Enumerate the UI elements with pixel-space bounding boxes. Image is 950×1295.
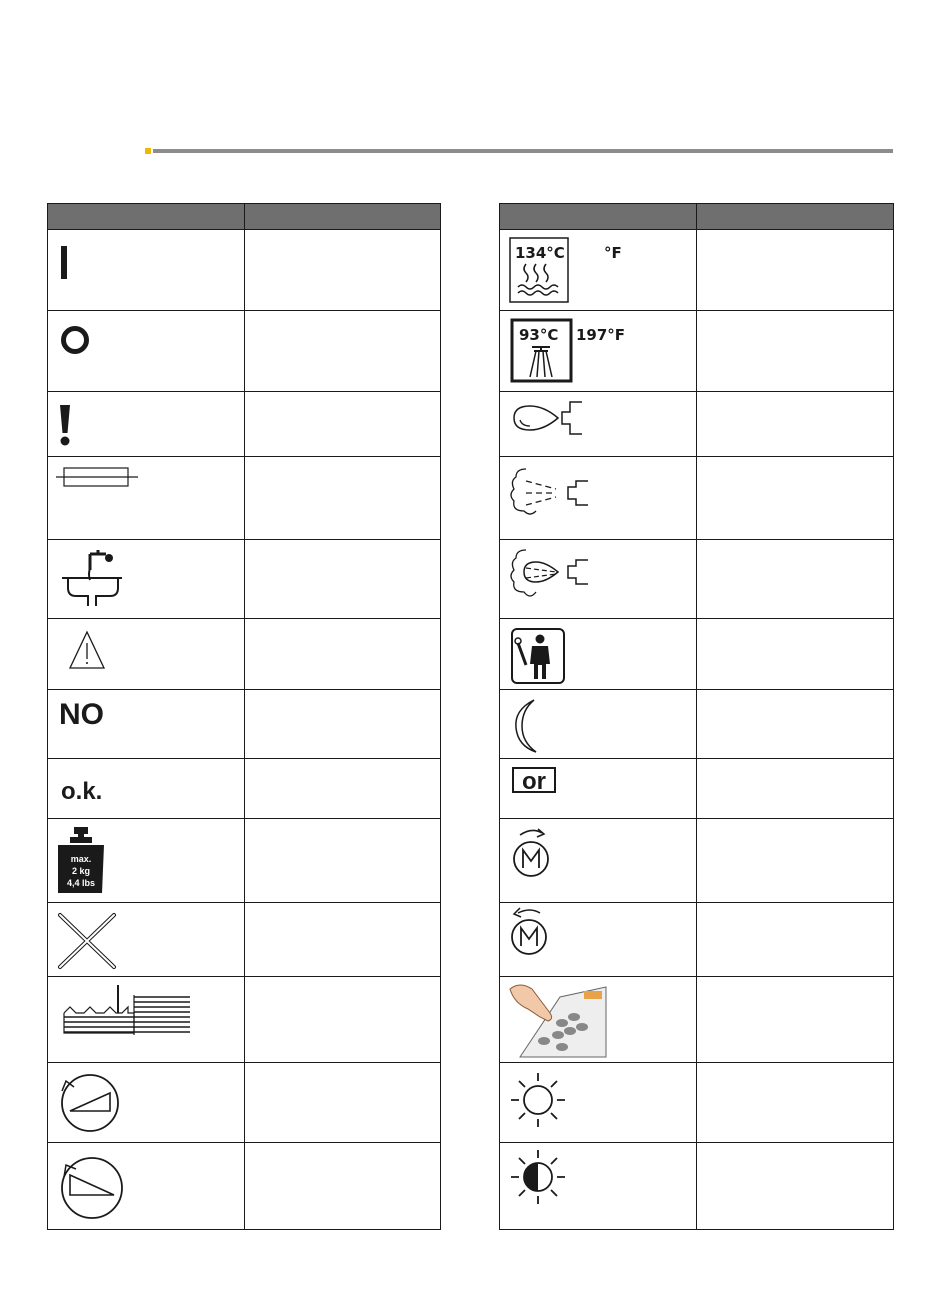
svg-text:2 kg: 2 kg (71, 866, 91, 876)
symbol-cell (500, 1063, 697, 1143)
table-row (48, 819, 441, 903)
table-row (500, 903, 894, 977)
table-row (500, 457, 894, 540)
table-row (48, 759, 441, 819)
description-cell (697, 819, 894, 903)
table-row (500, 1143, 894, 1230)
table-header-row (48, 204, 441, 230)
svg-text:4,4 lbs: 4,4 lbs (66, 878, 96, 888)
description-cell (697, 690, 894, 759)
svg-text:197°F: 197°F (576, 326, 626, 344)
symbol-cell (500, 540, 697, 619)
table-row (500, 819, 894, 903)
symbol-cell (48, 819, 245, 903)
header-description (697, 204, 894, 230)
light-full-icon (500, 1063, 646, 1143)
table-row (500, 230, 894, 311)
max-weight-icon (48, 819, 194, 903)
description-cell (244, 1143, 441, 1230)
description-cell (697, 1063, 894, 1143)
description-cell (244, 977, 441, 1063)
table-row (500, 977, 894, 1063)
symbol-cell (500, 1143, 697, 1230)
table-row (48, 230, 441, 311)
description-cell (697, 311, 894, 392)
svg-text:o.k.: o.k. (61, 778, 103, 805)
warning-triangle-icon (48, 619, 194, 690)
water-spray-icon (500, 392, 646, 457)
cross-icon (48, 903, 194, 977)
header-symbol (500, 204, 697, 230)
table-row (500, 392, 894, 457)
table-row (48, 1143, 441, 1230)
symbol-cell (48, 1143, 245, 1230)
description-cell (697, 619, 894, 690)
table-row (48, 1063, 441, 1143)
air-spray-icon (500, 457, 646, 540)
symbol-cell (48, 759, 245, 819)
symbol-cell (48, 690, 245, 759)
ramp-down-icon (48, 1143, 194, 1230)
technician-icon (500, 619, 646, 690)
fuse-icon (48, 457, 194, 540)
header-symbol (48, 204, 245, 230)
heading-accent-marker (145, 148, 151, 154)
description-cell (244, 619, 441, 690)
table-row (500, 1063, 894, 1143)
table-row (500, 690, 894, 759)
svg-text:or: or (522, 768, 546, 795)
symbol-cell (48, 392, 245, 457)
description-cell (697, 392, 894, 457)
description-cell (244, 819, 441, 903)
table-header-row (500, 204, 894, 230)
description-cell (697, 759, 894, 819)
symbol-cell (500, 392, 697, 457)
or-label (500, 759, 646, 819)
symbol-cell (48, 230, 245, 311)
exclamation-icon (48, 392, 194, 457)
svg-text:°F: °F (604, 244, 622, 262)
description-cell (697, 540, 894, 619)
description-cell (244, 457, 441, 540)
no-label (48, 690, 194, 759)
symbol-cell (500, 977, 697, 1063)
disinfection-temp-icon (500, 311, 646, 392)
description-cell (244, 1063, 441, 1143)
table-row (48, 977, 441, 1063)
description-cell (697, 1143, 894, 1230)
header-description (244, 204, 441, 230)
sterilization-temp-icon (500, 230, 646, 311)
svg-text:134°C: 134°C (515, 244, 565, 262)
table-row (48, 540, 441, 619)
symbol-cell (48, 619, 245, 690)
table-row (500, 619, 894, 690)
description-cell (244, 311, 441, 392)
ok-label (48, 759, 194, 819)
table-row (48, 690, 441, 759)
motor-forward-icon (500, 819, 646, 903)
water-drain-icon (48, 540, 194, 619)
spray-mix-icon (500, 540, 646, 619)
symbol-table-right (499, 203, 894, 1230)
symbol-table-left (47, 203, 441, 1230)
symbol-cell (500, 690, 697, 759)
symbol-cell (48, 903, 245, 977)
heading-rule (153, 149, 893, 153)
symbol-cell (500, 619, 697, 690)
keypad-press-icon (500, 977, 646, 1063)
symbol-cell (48, 977, 245, 1063)
symbol-cell (500, 311, 697, 392)
symbol-cell (48, 1063, 245, 1143)
description-cell (697, 230, 894, 311)
symbol-cell (500, 819, 697, 903)
table-row (500, 759, 894, 819)
svg-text:max.: max. (70, 854, 92, 864)
table-row (48, 619, 441, 690)
symbol-cell (48, 457, 245, 540)
description-cell (244, 759, 441, 819)
power-on-icon (48, 230, 194, 311)
description-cell (244, 392, 441, 457)
table-row (500, 540, 894, 619)
symbol-cell (500, 230, 697, 311)
power-off-icon (48, 311, 194, 392)
night-mode-icon (500, 690, 646, 759)
symbol-cell (500, 457, 697, 540)
symbol-cell (500, 903, 697, 977)
table-row (48, 903, 441, 977)
description-cell (697, 903, 894, 977)
description-cell (697, 457, 894, 540)
table-row (48, 311, 441, 392)
symbol-cell (48, 311, 245, 392)
table-row (48, 392, 441, 457)
description-cell (697, 977, 894, 1063)
svg-text:93°C: 93°C (519, 326, 559, 344)
description-cell (244, 230, 441, 311)
symbol-cell (48, 540, 245, 619)
ramp-up-icon (48, 1063, 194, 1143)
description-cell (244, 540, 441, 619)
description-cell (244, 903, 441, 977)
svg-text:NO: NO (59, 698, 104, 731)
table-row (48, 457, 441, 540)
table-row (500, 311, 894, 392)
light-half-icon (500, 1143, 646, 1230)
factory-icon (48, 977, 194, 1063)
motor-reverse-icon (500, 903, 646, 977)
symbol-cell (500, 759, 697, 819)
description-cell (244, 690, 441, 759)
